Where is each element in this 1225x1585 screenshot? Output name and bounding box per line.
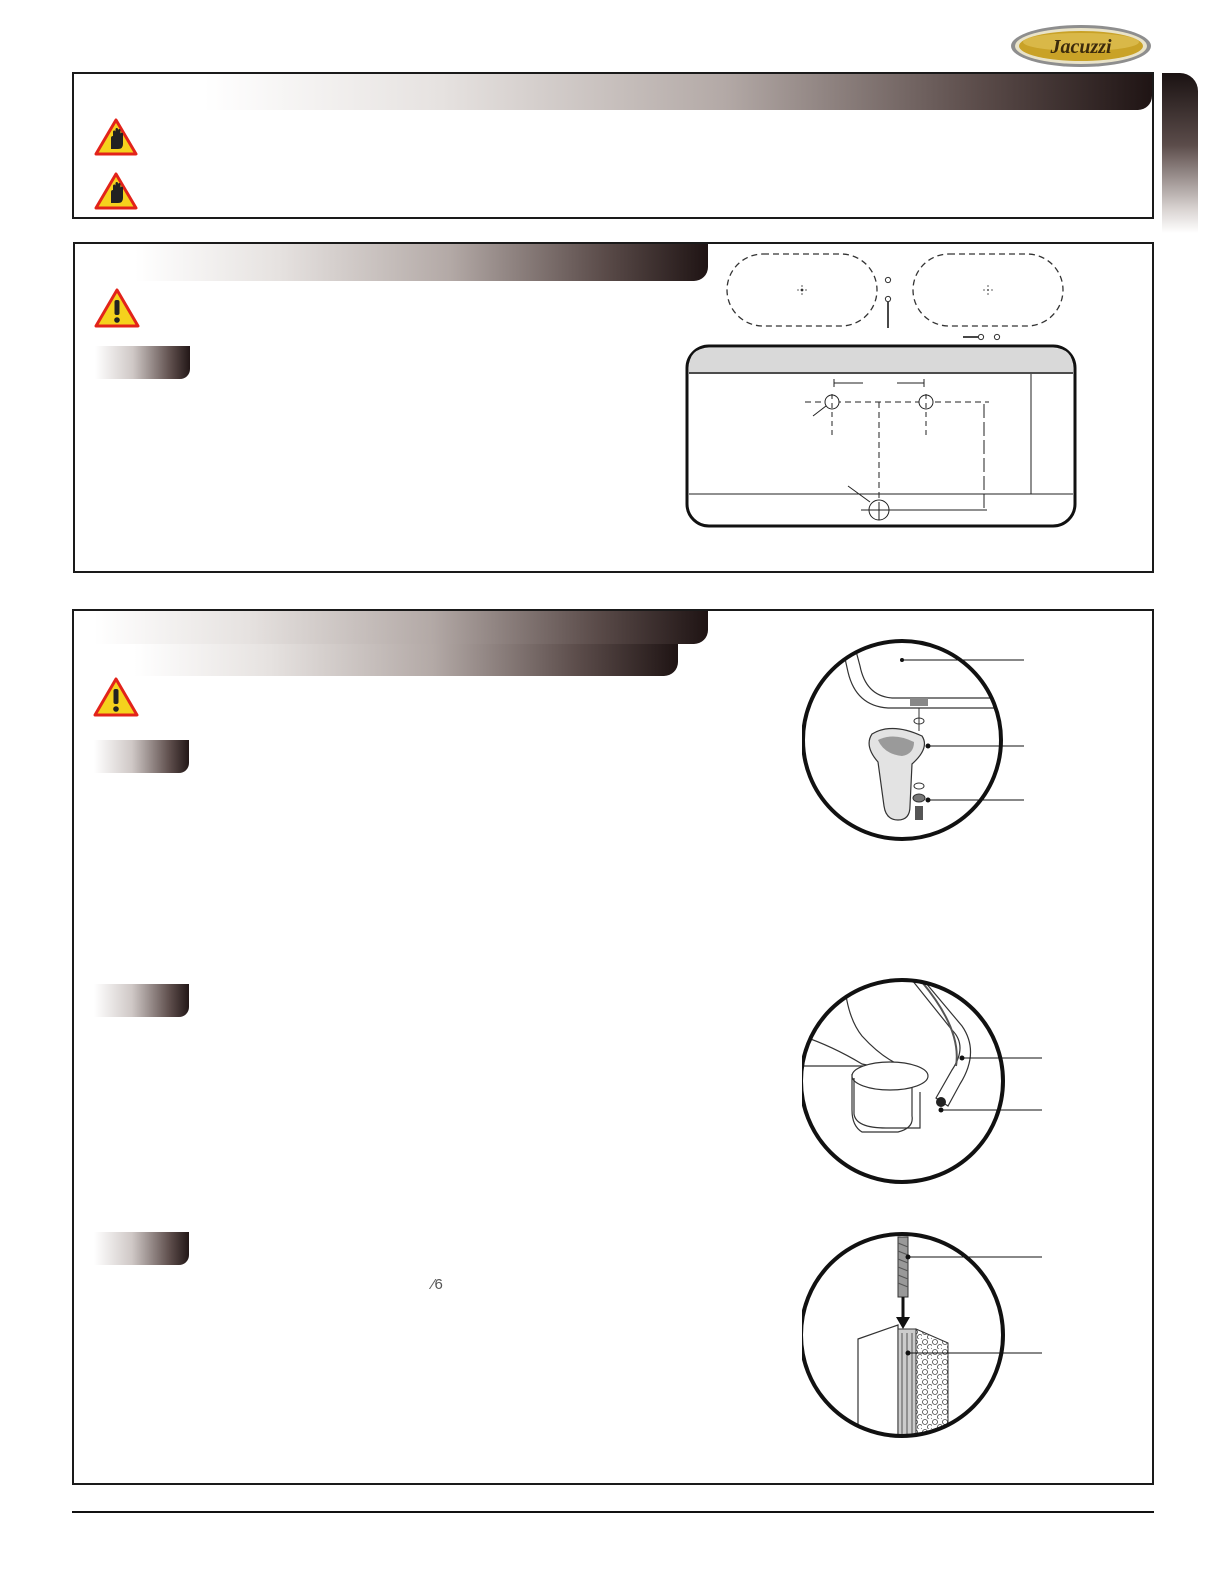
anchor-insert-figure [802,1229,1132,1444]
hazard-warning-box [72,72,1154,219]
step-tab [94,984,189,1017]
step-tab [94,1232,189,1265]
rough-in-detail-diagram [685,344,1077,529]
logo-text: Jacuzzi [1050,36,1112,58]
hand-hazard-warning-icon [94,118,138,161]
leg-installation-header-bar [94,611,708,644]
mark-floor-figure [802,976,1132,1186]
jacuzzi-logo [1010,24,1152,68]
rough-in-section-box [73,242,1154,573]
leg-installation-box [72,609,1154,1485]
hand-hazard-warning-icon [94,172,138,215]
hazard-header-bar [204,74,1152,110]
leg-attachment-figure [802,636,1132,841]
rough-in-header-bar [135,244,708,281]
tub-layout-diagram [725,250,1145,342]
leg-installation-subheader-bar [134,644,678,676]
exclamation-caution-icon [93,677,139,722]
step-tab [95,346,190,379]
fraction-text: ⁄6 [432,1276,443,1293]
step-tab [94,740,189,773]
footer-rule [72,1511,1154,1513]
exclamation-caution-icon [94,288,140,333]
section-side-tab [1162,73,1198,233]
